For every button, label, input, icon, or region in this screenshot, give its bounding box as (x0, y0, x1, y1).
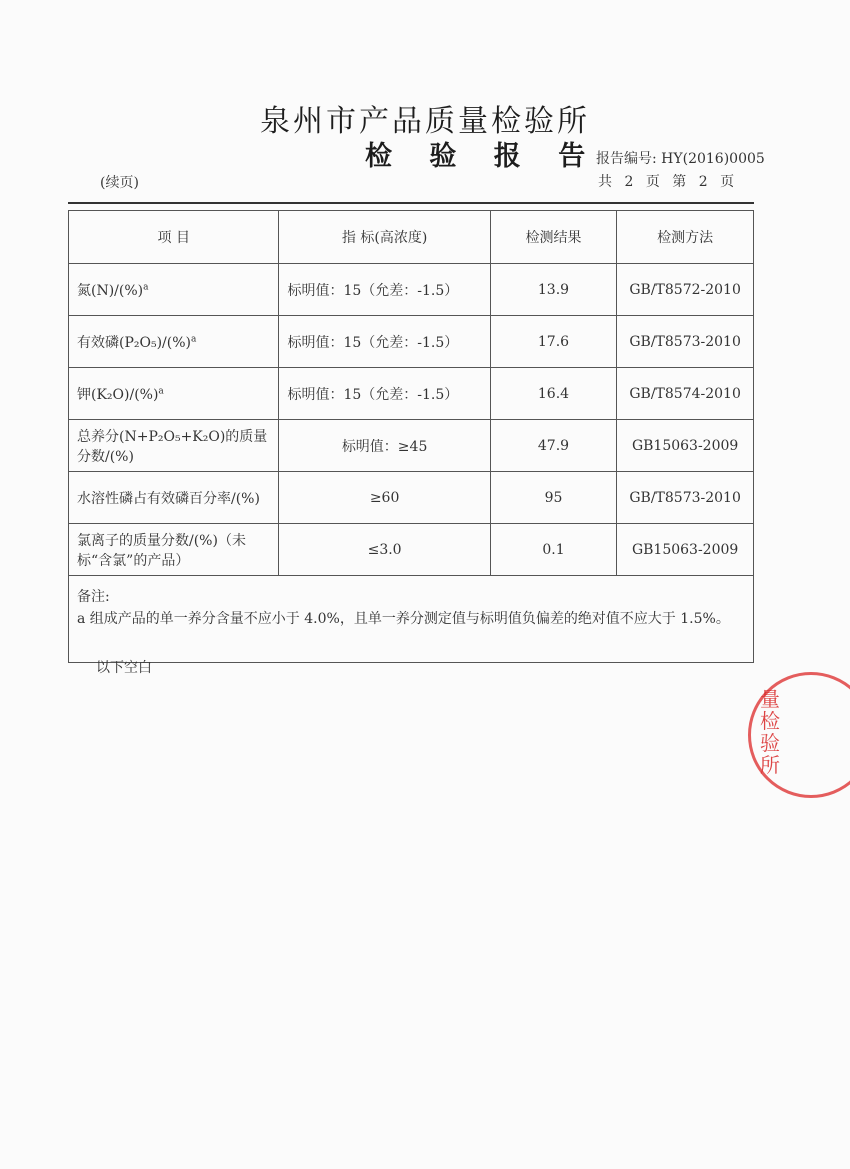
report-number-label: 报告编号: (596, 151, 657, 167)
result-cell: 47.9 (490, 420, 617, 472)
report-number-value: HY(2016)0005 (661, 151, 765, 167)
method-cell: GB/T8574-2010 (617, 368, 754, 420)
remark-row (69, 576, 754, 663)
page-total: 2 (624, 174, 634, 190)
col-header-spec: 指 标(高浓度) (279, 211, 490, 264)
spec-cell: 标明值：15（允差：-1.5） (279, 316, 490, 368)
item-name: 氮(N)/(%) (77, 282, 144, 299)
org-title: 泉州市产品质量检验所 (260, 104, 590, 139)
spec-cell: ≥60 (279, 472, 490, 524)
table-row (69, 472, 754, 524)
header-rule (68, 202, 754, 204)
spec-cell: 标明值：15（允差：-1.5） (279, 264, 490, 316)
page-info (596, 171, 736, 191)
blank-below-note: 以下空白 (96, 660, 152, 676)
item-cell (69, 368, 279, 420)
page-current-prefix: 第 (672, 174, 687, 190)
table-row (69, 420, 754, 472)
item-cell (69, 264, 279, 316)
spec-cell: ≤3.0 (279, 524, 490, 576)
item-cell (69, 316, 279, 368)
seal-text: 量检验所 (760, 687, 780, 777)
table-row (69, 316, 754, 368)
result-cell: 17.6 (490, 316, 617, 368)
remark-label: 备注: (77, 589, 110, 605)
table-row (69, 368, 754, 420)
continued-label: (续页) (100, 175, 139, 191)
item-cell: 氯离子的质量分数/(%)（未标“含氯”的产品） (69, 524, 279, 576)
method-cell: GB/T8572-2010 (617, 264, 754, 316)
page-word-2: 页 (720, 174, 735, 190)
table-row (69, 524, 754, 576)
footnote-mark: a (143, 281, 149, 292)
result-cell: 95 (490, 472, 617, 524)
report-title: 检 验 报 告 (365, 141, 600, 172)
page-total-prefix: 共 (598, 174, 612, 190)
remark-cell (69, 576, 754, 663)
spec-cell: 标明值：15（允差：-1.5） (279, 368, 490, 420)
page-current: 2 (698, 174, 708, 190)
item-cell: 水溶性磷占有效磷百分率/(%) (69, 472, 279, 524)
footnote-mark: a (158, 385, 164, 396)
page-word-1: 页 (645, 174, 660, 190)
method-cell: GB15063-2009 (617, 420, 754, 472)
item-name: 钾(K₂O)/(%) (77, 386, 159, 403)
item-cell: 总养分(N+P₂O₅+K₂O)的质量分数/(%) (69, 420, 279, 472)
method-cell: GB/T8573-2010 (617, 316, 754, 368)
footnote-mark: a (191, 333, 197, 344)
method-cell: GB15063-2009 (617, 524, 754, 576)
result-cell: 0.1 (490, 524, 617, 576)
col-header-result: 检测结果 (490, 211, 617, 264)
table-header-row (69, 211, 754, 264)
report-number (596, 148, 765, 168)
col-header-item: 项 目 (69, 211, 279, 264)
results-table (68, 210, 754, 663)
method-cell: GB/T8573-2010 (617, 472, 754, 524)
item-name: 有效磷(P₂O₅)/(%) (77, 334, 191, 351)
col-header-method: 检测方法 (617, 211, 754, 264)
remark-text: a 组成产品的单一养分含量不应小于 4.0%，且单一养分测定值与标明值负偏差的绝对值不应大于 1.5%。 (77, 611, 730, 627)
result-cell: 13.9 (490, 264, 617, 316)
table-row (69, 264, 754, 316)
result-cell: 16.4 (490, 368, 617, 420)
spec-cell: 标明值：≥45 (279, 420, 490, 472)
